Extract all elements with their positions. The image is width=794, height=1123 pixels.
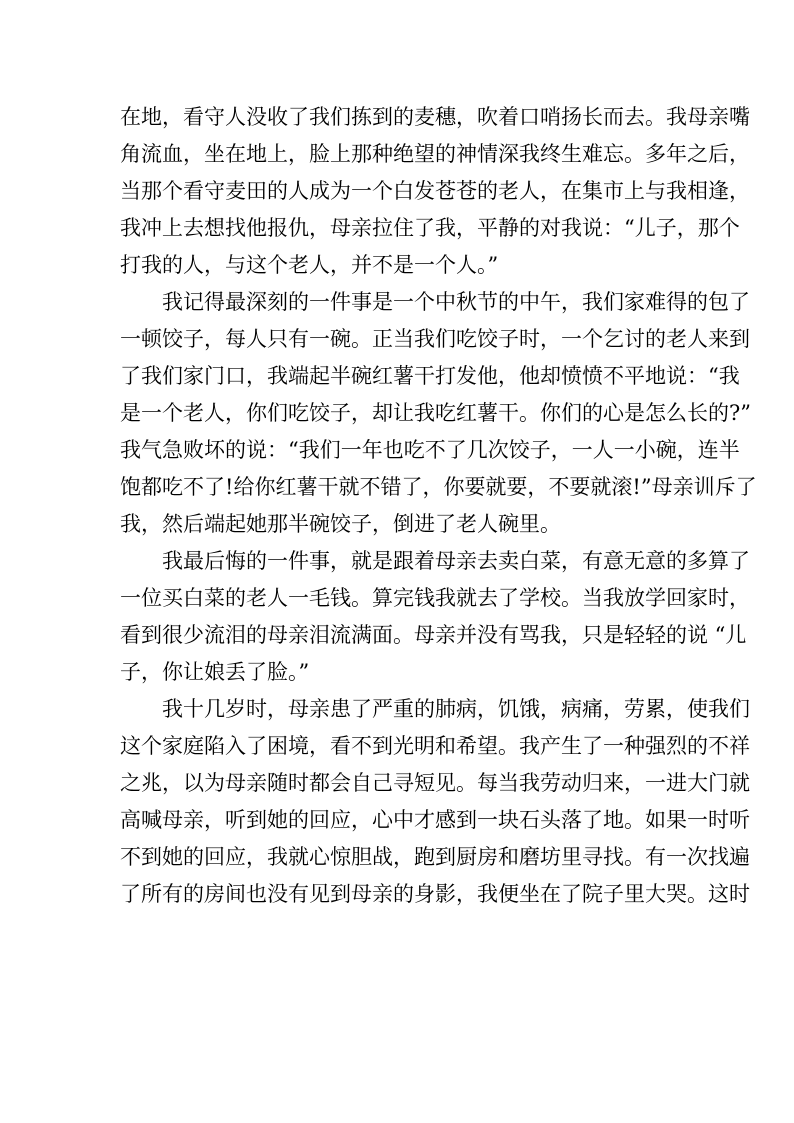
paragraph-4 bbox=[120, 691, 750, 913]
text-line: 一顿饺子，每人只有一碗。正当我们吃饺子时，一个乞讨的老人来到 bbox=[120, 327, 750, 351]
text-line: 了我们家门口，我端起半碗红薯干打发他，他却愤愤不平地说：“我 bbox=[120, 364, 740, 388]
text-line: 这个家庭陷入了困境，看不到光明和希望。我产生了一种强烈的不祥 bbox=[120, 734, 750, 758]
paragraph-3 bbox=[120, 543, 750, 691]
text-line: 打我的人，与这个老人，并不是一个人。” bbox=[120, 253, 499, 277]
text-line: 我十几岁时，母亲患了严重的肺病，饥饿，病痛，劳累，使我们 bbox=[120, 697, 750, 721]
text-line: 当那个看守麦田的人成为一个白发苍苍的老人，在集市上与我相逢， bbox=[120, 179, 750, 203]
text-line: 子，你让娘丢了脸。” bbox=[120, 660, 310, 684]
text-line: 在地，看守人没收了我们拣到的麦穗，吹着口哨扬长而去。我母亲嘴 bbox=[120, 105, 750, 129]
text-line: 是一个老人，你们吃饺子，却让我吃红薯干。你们的心是怎么长的?” bbox=[120, 401, 751, 425]
text-line: 一位买白菜的老人一毛钱。算完钱我就去了学校。当我放学回家时， bbox=[120, 586, 750, 610]
text-line: 不到她的回应，我就心惊胆战，跑到厨房和磨坊里寻找。有一次找遍 bbox=[120, 845, 750, 869]
text-line: 我最后悔的一件事，就是跟着母亲去卖白菜，有意无意的多算了 bbox=[120, 549, 750, 573]
paragraph-1 bbox=[120, 99, 750, 284]
text-line: 饱都吃不了!给你红薯干就不错了，你要就要，不要就滚!”母亲训斥了 bbox=[120, 475, 757, 499]
text-line: 我冲上去想找他报仇，母亲拉住了我，平静的对我说：“儿子，那个 bbox=[120, 216, 740, 240]
text-line: 我气急败坏的说：“我们一年也吃不了几次饺子，一人一小碗，连半 bbox=[120, 438, 740, 462]
document-page bbox=[120, 99, 757, 913]
text-line: 了所有的房间也没有见到母亲的身影，我便坐在了院子里大哭。这时 bbox=[120, 882, 750, 906]
text-line: 我记得最深刻的一件事是一个中秋节的中午，我们家难得的包了 bbox=[120, 290, 750, 314]
text-line: 之兆，以为母亲随时都会自己寻短见。每当我劳动归来，一进大门就 bbox=[120, 771, 750, 795]
text-line: 高喊母亲，听到她的回应，心中才感到一块石头落了地。如果一时听 bbox=[120, 808, 750, 832]
text-line: 角流血，坐在地上，脸上那种绝望的神情深我终生难忘。多年之后， bbox=[120, 142, 750, 166]
paragraph-2 bbox=[120, 284, 757, 543]
text-line: 我，然后端起她那半碗饺子，倒进了老人碗里。 bbox=[120, 512, 561, 536]
text-line: 看到很少流泪的母亲泪流满面。母亲并没有骂我，只是轻轻的说 “儿 bbox=[120, 623, 747, 647]
